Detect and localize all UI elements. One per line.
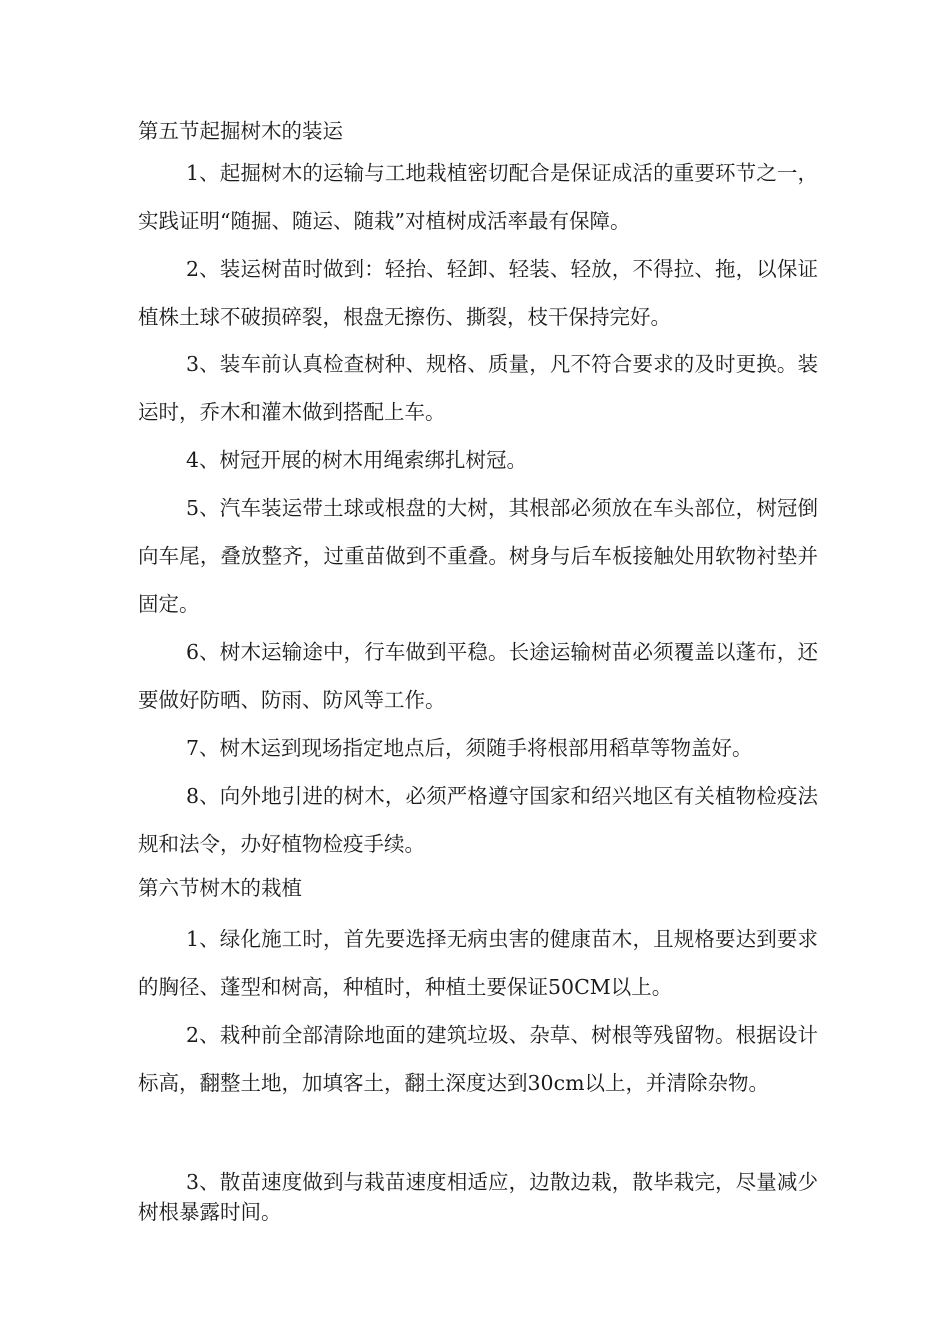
section-6-para-1: 1、绿化施工时，首先要选择无病虫害的健康苗木，且规格要达到要求的胸径、蓬型和树高，种植时，种植土要保证50CM以上。 [138,927,818,999]
section-5-para-2: 2、装运树苗时做到：轻抬、轻卸、轻装、轻放，不得拉、拖，以保证植株土球不破损碎裂，根盘无擦伤、撕裂，枝干保持完好。 [138,257,818,329]
section-5-para-4: 4、树冠开展的树木用绳索绑扎树冠。 [186,448,528,472]
section-5-para-3: 3、装车前认真检查树种、规格、质量，凡不符合要求的及时更换。装运时，乔木和灌木做到搭配上车。 [138,352,818,424]
section-5-title: 第五节起掘树木的装运 [138,119,343,143]
section-6-para-2: 2、栽种前全部清除地面的建筑垃圾、杂草、树根等残留物。根据设计标高，翻整土地，加填客土，翻土深度达到30cm以上，并清除杂物。 [138,1023,818,1095]
section-5-para-8: 8、向外地引进的树木，必须严格遵守国家和绍兴地区有关植物检疫法规和法令，办好植物检疫手续。 [138,784,818,856]
section-5-para-7: 7、树木运到现场指定地点后，须随手将根部用稻草等物盖好。 [186,736,753,760]
section-5-para-6: 6、树木运输途中，行车做到平稳。长途运输树苗必须覆盖以蓬布，还要做好防晒、防雨、防风等工作。 [138,640,818,712]
section-5-para-5: 5、汽车装运带土球或根盘的大树，其根部必须放在车头部位，树冠倒向车尾，叠放整齐，过重苗做到不重叠。树身与后车板接触处用软物衬垫并固定。 [138,496,818,616]
section-6-title: 第六节树木的栽植 [138,876,302,900]
section-5-para-1: 1、起掘树木的运输与工地栽植密切配合是保证成活的重要环节之一，实践证明“随掘、随运、随栽”对植树成活率最有保障。 [138,161,818,233]
section-6-para-3: 3、散苗速度做到与栽苗速度相适应，边散边栽，散毕栽完，尽量减少树根暴露时间。 [138,1170,818,1224]
